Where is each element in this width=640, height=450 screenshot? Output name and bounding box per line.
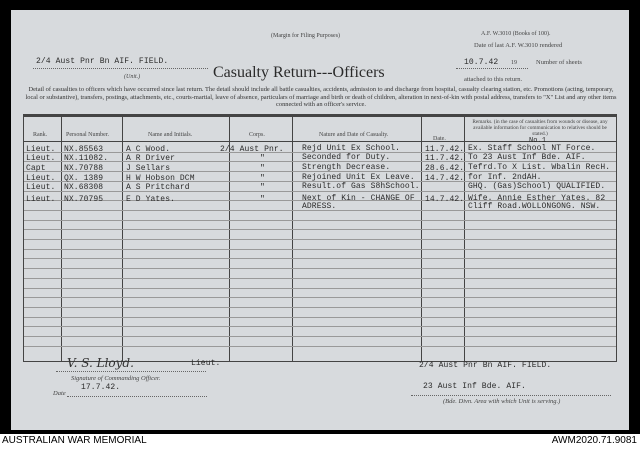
- remarks-number: No.1: [529, 137, 547, 145]
- cell-rank: Lieut.: [26, 173, 56, 183]
- cell-remarks: for Inf. 2ndAH.: [468, 172, 542, 182]
- cell-rank: Capt: [26, 163, 46, 173]
- unit-name: 2/4 Aust Pnr Bn AIF. FIELD.: [36, 57, 169, 66]
- footer-brigade-line: 23 Aust Inf Bde. AIF.: [423, 382, 526, 391]
- cell-name: A S Pritchard: [126, 183, 190, 193]
- row-rule: [24, 258, 616, 259]
- cell-rank: Lieut.: [26, 183, 56, 193]
- cell-date: 11.7.42.: [425, 144, 465, 154]
- cell-nature: Rejoined Unit Ex Leave.: [302, 172, 415, 182]
- row-rule: [24, 326, 616, 327]
- cell-number: NX.70788: [64, 163, 104, 173]
- cell-name: A C Wood.: [126, 144, 171, 154]
- form-reference: A.F. W.3010 (Books of 100).: [481, 31, 551, 37]
- cell-number: NX.68308: [64, 183, 104, 193]
- cell-remarks: To 23 Aust Inf Bde. AIF.: [468, 153, 586, 163]
- archive-id: AWM2020.71.9081: [551, 435, 637, 446]
- cell-date: 11.7.42.: [425, 154, 465, 164]
- cell-corps: ": [260, 195, 265, 204]
- col-number: Personal Number.: [66, 132, 109, 138]
- cell-nature: Next of Kin - CHANGE OF ADRESS.: [302, 194, 415, 211]
- attached-label: attached to this return.: [464, 76, 523, 83]
- sign-date: 17.7.42.: [81, 383, 121, 392]
- cell-rank: Lieut.: [26, 195, 56, 204]
- cell-nature: Strength Decrease.: [302, 162, 391, 172]
- date-of-last-label: Date of last A.F. W.3010 rendered: [474, 42, 563, 49]
- signature-underline: [56, 371, 206, 372]
- casualty-return-form: [11, 10, 629, 430]
- cell-name: J Sellars: [126, 163, 171, 173]
- archive-caption-bar: [0, 434, 640, 450]
- signature-label: Signature of Commanding Officer.: [71, 375, 161, 382]
- cell-number: QX. 1389: [64, 173, 104, 183]
- date-underline-footer: [67, 396, 207, 397]
- date-label: Date: [53, 390, 66, 397]
- commanding-officer-signature: V. S. Lloyd.: [67, 356, 134, 370]
- cell-name: A R Driver: [126, 154, 176, 164]
- col-nature: Nature and Date of Casualty.: [319, 132, 389, 138]
- col-date: Date.: [433, 136, 446, 142]
- cell-rank: Lieut.: [26, 154, 56, 164]
- cell-name: H W Hobson DCM: [126, 173, 195, 183]
- archive-name: AUSTRALIAN WAR MEMORIAL: [2, 435, 147, 446]
- row-rule: [24, 346, 616, 347]
- cell-number: NX.11082.: [64, 154, 109, 164]
- cell-corps: ": [260, 154, 265, 164]
- col-name: Name and Initials.: [148, 132, 193, 138]
- row-rule: [24, 288, 616, 289]
- col-remarks: Remarks. (in the case of casualties from wounds or disease, any available information for communication to relatives should be stated.): [472, 119, 608, 137]
- row-rule: [24, 239, 616, 240]
- row-rule: [24, 268, 616, 269]
- casualty-table: [23, 114, 617, 362]
- unit-underline: [33, 68, 208, 69]
- cell-corps: 2/4 Aust Pnr.: [220, 144, 284, 154]
- row-rule: [24, 307, 616, 308]
- unit-label: (Unit.): [124, 74, 141, 80]
- col-corps: Corps.: [249, 132, 265, 138]
- footer-unit-line: 2/4 Aust Pnr Bn AIF. FIELD.: [419, 361, 552, 370]
- row-rule: [24, 297, 616, 298]
- date-underline: [456, 68, 528, 69]
- row-rule: [24, 336, 616, 337]
- row-rule: [24, 278, 616, 279]
- cell-remarks: GHQ. (Gas)School) QUALIFIED.: [468, 182, 606, 192]
- cell-date: 14.7.42.: [425, 173, 465, 183]
- instructions-paragraph: Detail of casualties to officers which have occurred since last return. The detail should include all battle casualties, accidents, admission to and discharge from hospital, casualty clearing station, etc. Promotions (acting, temporary, local or substantive), transfers, postings, attachments, etc., courts-martial, leave of absence, particulars of marriage and birth or death of children, alteration in next-of-kin with postal address, transfers to "X" List and any other items connected with an officer's service.: [25, 86, 617, 109]
- cell-corps: ": [260, 163, 265, 173]
- form-title: Casualty Return---Officers: [213, 64, 385, 81]
- cell-nature: Seconded for Duty.: [302, 153, 391, 163]
- cell-nature: Result.of Gas S8hSchool.: [302, 182, 420, 192]
- cell-number: NX.85563: [64, 144, 104, 154]
- row-rule: [24, 317, 616, 318]
- margin-note: (Margin for Filing Purposes): [271, 33, 341, 39]
- cell-name: E D Yates.: [126, 195, 176, 204]
- cell-nature: Rejd Unit Ex School.: [302, 143, 401, 153]
- row-rule: [24, 249, 616, 250]
- cell-corps: ": [260, 183, 265, 193]
- cell-number: NX.70795: [64, 195, 104, 204]
- col-rank: Rank.: [33, 132, 48, 138]
- signature-rank: Lieut.: [191, 359, 221, 368]
- cell-remarks: Ex. Staff School NT Force.: [468, 143, 596, 153]
- date-suffix: 19: [511, 60, 517, 66]
- date-of-last-value: 10.7.42: [464, 58, 499, 67]
- sheets-label: Number of sheets: [536, 59, 582, 66]
- cell-date: 28.6.42.: [425, 163, 465, 173]
- cell-date: 14.7.42.: [425, 195, 465, 204]
- row-rule: [24, 229, 616, 230]
- row-rule: [24, 220, 616, 221]
- cell-remarks: Wife. Annie Esther Yates. 82 Cliff Road.WOLLONGONG. NSW.: [468, 194, 606, 211]
- cell-rank: Lieut.: [26, 144, 56, 154]
- brigade-label: (Bde. Divn. Area with which Unit is serving.): [443, 398, 561, 405]
- cell-corps: ": [260, 173, 265, 183]
- cell-remarks: Tefrd.To X List. Wbalin RecH.: [468, 162, 611, 172]
- brigade-underline: [411, 395, 611, 396]
